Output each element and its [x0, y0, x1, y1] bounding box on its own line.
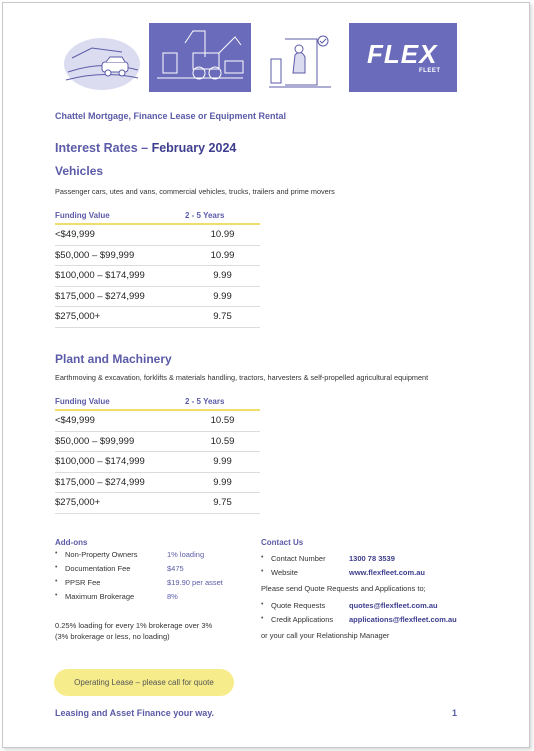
credit-applications-email[interactable]: applications@flexfleet.com.au [349, 615, 457, 624]
credit-applications-label: Credit Applications [271, 615, 334, 624]
addon-label: Maximum Brokerage [65, 592, 135, 601]
bullet-icon: • [55, 550, 58, 557]
title-prefix: Interest Rates – [55, 141, 152, 155]
funding-range: $100,000 – $174,999 [55, 452, 185, 473]
table-row [55, 307, 260, 328]
bullet-icon: • [55, 564, 58, 571]
vehicles-rates-table [55, 211, 260, 328]
vehicles-description: Passenger cars, utes and vans, commercial vehicles, trucks, trailers and prime movers [55, 187, 335, 196]
table-row [55, 266, 260, 287]
logo-text: FLEX [367, 39, 438, 69]
plant-heading: Plant and Machinery [55, 352, 172, 366]
contact-number-value[interactable]: 1300 78 3539 [349, 554, 395, 563]
rate-value: 10.99 [185, 224, 260, 245]
funding-range: $275,000+ [55, 307, 185, 328]
addon-value: 8% [167, 592, 178, 601]
website-label: Website [271, 568, 298, 577]
table-row [55, 286, 260, 307]
table-row [55, 410, 260, 431]
footer-tagline: Leasing and Asset Finance your way. [55, 708, 215, 718]
website-link[interactable]: www.flexfleet.com.au [349, 568, 425, 577]
contact-number-label: Contact Number [271, 554, 326, 563]
table-row [55, 224, 260, 245]
quote-requests-label: Quote Requests [271, 601, 326, 610]
title-month: February 2024 [151, 141, 237, 155]
funding-range: $175,000 – $274,999 [55, 472, 185, 493]
rate-value: 9.99 [185, 286, 260, 307]
rate-value: 9.99 [185, 472, 260, 493]
operator-illustration [265, 26, 335, 96]
vehicles-heading: Vehicles [55, 164, 104, 178]
table-row [55, 472, 260, 493]
funding-range: $50,000 – $99,999 [55, 245, 185, 266]
col-funding-value: Funding Value [55, 211, 185, 224]
table-row [55, 431, 260, 452]
bullet-icon: • [55, 592, 58, 599]
plant-description: Earthmoving & excavation, forklifts & materials handling, tractors, harvesters & self-propelled agricultural equipment [55, 373, 429, 382]
bullet-icon: • [261, 601, 264, 608]
addons-note-line1: 0.25% loading for every 1% brokerage over 3% [55, 621, 213, 630]
rate-value: 9.99 [185, 266, 260, 287]
funding-range: <$49,999 [55, 224, 185, 245]
document-subtitle: Chattel Mortgage, Finance Lease or Equipment Rental [55, 111, 287, 121]
rate-value: 9.75 [185, 493, 260, 514]
operating-lease-badge [54, 669, 234, 696]
addon-value: $19.90 per asset [167, 578, 223, 587]
addon-value: $475 [167, 564, 184, 573]
rate-value: 10.59 [185, 431, 260, 452]
machinery-illustration [149, 23, 251, 92]
contact-heading: Contact Us [261, 538, 304, 547]
addon-label: Non-Property Owners [65, 550, 138, 559]
rate-value: 10.59 [185, 410, 260, 431]
operating-lease-text: Operating Lease – please call for quote [74, 678, 214, 687]
col-years: 2 - 5 Years [185, 211, 260, 224]
table-row [55, 452, 260, 473]
page-number: 1 [452, 708, 458, 718]
bullet-icon: • [261, 568, 264, 575]
funding-range: $50,000 – $99,999 [55, 431, 185, 452]
page-title [55, 141, 236, 155]
rate-value: 9.99 [185, 452, 260, 473]
addons-list [55, 550, 255, 610]
funding-range: <$49,999 [55, 410, 185, 431]
table-row [55, 493, 260, 514]
plant-rates-table [55, 397, 260, 514]
addon-value: 1% loading [167, 550, 205, 559]
contact-list [261, 554, 501, 644]
addons-note-line2: (3% brokerage or less, no loading) [55, 632, 170, 641]
bullet-icon: • [55, 578, 58, 585]
table-row [55, 245, 260, 266]
addon-label: Documentation Fee [65, 564, 131, 573]
bullet-icon: • [261, 615, 264, 622]
logo-subtext: FLEET [419, 68, 441, 74]
addons-heading: Add-ons [55, 538, 88, 547]
col-years: 2 - 5 Years [185, 397, 260, 410]
relationship-manager-text: or your call your Relationship Manager [261, 631, 390, 640]
rate-value: 10.99 [185, 245, 260, 266]
flex-fleet-logo [349, 23, 457, 92]
bullet-icon: • [261, 554, 264, 561]
send-instructions: Please send Quote Requests and Applications to; [261, 584, 426, 593]
funding-range: $175,000 – $274,999 [55, 286, 185, 307]
col-funding-value: Funding Value [55, 397, 185, 410]
addon-label: PPSR Fee [65, 578, 101, 587]
rate-value: 9.75 [185, 307, 260, 328]
car-road-illustration [62, 26, 142, 96]
funding-range: $100,000 – $174,999 [55, 266, 185, 287]
funding-range: $275,000+ [55, 493, 185, 514]
quote-requests-email[interactable]: quotes@flexfleet.com.au [349, 601, 438, 610]
